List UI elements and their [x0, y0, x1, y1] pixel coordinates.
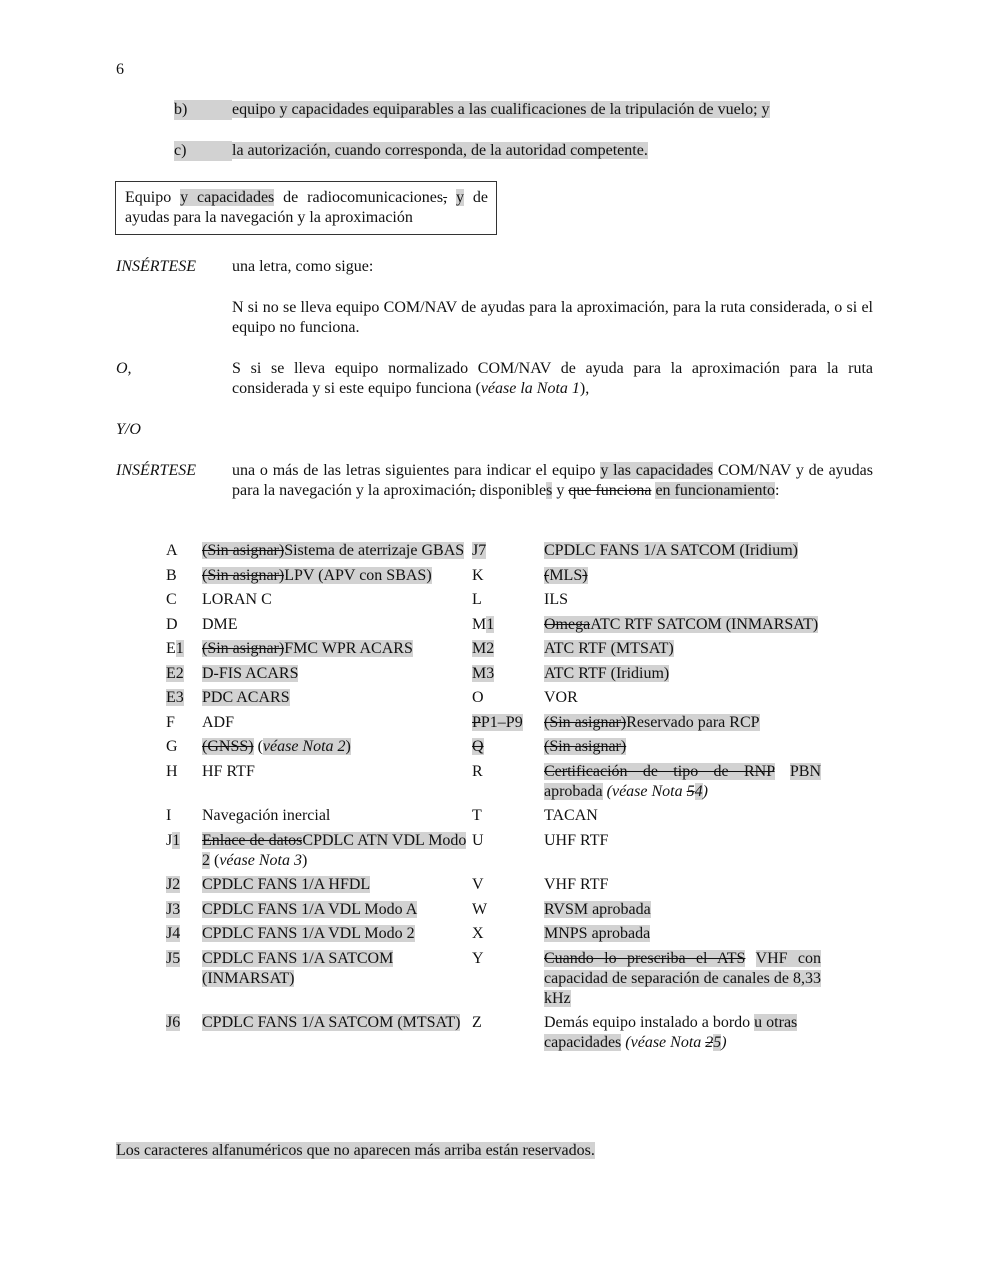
description-cell: (Sin asignar)	[544, 738, 627, 755]
code-cell: O	[472, 689, 484, 706]
table-row	[166, 900, 821, 925]
code-cell: L	[472, 591, 482, 608]
description-cell: CPDLC FANS 1/A VDL Modo A	[202, 900, 418, 918]
code-cell: D	[166, 615, 178, 633]
code-cell: J7	[472, 542, 487, 559]
code-cell: E1	[166, 640, 184, 657]
code-cell: R	[472, 762, 483, 780]
table-row	[166, 1013, 821, 1058]
description-cell: VOR	[544, 689, 578, 706]
description-cell: ILS	[544, 591, 568, 608]
insert-label: INSÉRTESE	[116, 462, 196, 479]
description-cell: Cuando lo prescriba el ATS VHF con capacidad de separación de canales de 8,33 kHz	[544, 949, 821, 1007]
paragraph-n: N si no se lleva equipo COM/NAV de ayudas para la aproximación, para la ruta considerada, o si el equipo no funciona.	[232, 299, 873, 336]
table-row	[166, 713, 821, 738]
description-cell: TACAN	[544, 807, 598, 824]
paragraph-s: S si se lleva equipo normalizado COM/NAV de ayuda para la aproximación para la ruta considerada y si este equipo funciona (véase la Nota 1),	[232, 360, 873, 397]
insert-text: una letra, como sigue:	[232, 258, 374, 275]
code-cell: T	[472, 807, 482, 824]
code-cell: G	[166, 738, 178, 755]
description-cell: LORAN C	[202, 591, 272, 608]
section-heading-box: Equipo y capacidades de radiocomunicaciones, y de ayudas para la navegación y la aproximación	[115, 181, 497, 235]
page-number: 6	[116, 61, 124, 78]
description-cell: (Sin asignar)Reservado para RCP	[544, 713, 760, 731]
table-row	[166, 875, 821, 900]
code-cell: C	[166, 591, 177, 608]
code-cell: F	[166, 713, 175, 731]
description-cell: Enlace de datosCPDLC ATN VDL Modo 2 (véase Nota 3)	[202, 831, 467, 869]
description-cell: (Sin asignar)FMC WPR ACARS	[202, 640, 413, 657]
code-cell: M1	[472, 615, 495, 633]
description-cell: CPDLC FANS 1/A HFDL	[202, 876, 371, 893]
table-row	[166, 566, 821, 591]
description-cell: Demás equipo instalado a bordo u otras capacidades (véase Nota 25)	[544, 1014, 798, 1051]
table-row	[166, 762, 821, 807]
description-cell: CPDLC FANS 1/A SATCOM (INMARSAT)	[202, 949, 394, 987]
list-item-c	[174, 141, 648, 161]
code-cell: V	[472, 876, 484, 893]
description-cell: DME	[202, 615, 238, 633]
description-cell: (GNSS) (véase Nota 2)	[202, 738, 351, 755]
code-cell: I	[166, 807, 172, 824]
code-cell: PP1–P9	[472, 713, 523, 731]
table-row	[166, 806, 821, 831]
description-cell: ATC RTF (MTSAT)	[544, 640, 674, 657]
description-cell: D-FIS ACARS	[202, 664, 299, 682]
code-cell: U	[472, 831, 484, 849]
code-cell: Z	[472, 1014, 482, 1031]
code-cell: H	[166, 762, 178, 780]
description-cell: OmegaATC RTF SATCOM (INMARSAT)	[544, 615, 819, 633]
table-row	[166, 590, 821, 615]
table-row	[166, 831, 821, 876]
code-cell: J4	[166, 925, 181, 942]
code-cell: J1	[166, 831, 181, 849]
table-row	[166, 541, 821, 566]
table-row	[166, 664, 821, 689]
code-cell: J6	[166, 1014, 181, 1031]
table-row	[166, 924, 821, 949]
code-cell: W	[472, 900, 488, 918]
code-cell: X	[472, 925, 484, 942]
description-cell: PDC ACARS	[202, 689, 290, 706]
table-row	[166, 688, 821, 713]
or-label: O,	[116, 360, 132, 377]
code-cell: J5	[166, 949, 181, 967]
description-cell: (MLS)	[544, 566, 588, 584]
description-cell: ATC RTF (Iridium)	[544, 664, 670, 682]
list-text: equipo y capacidades equiparables a las cualificaciones de la tripulación de vuelo; y	[232, 101, 770, 118]
description-cell: ADF	[202, 713, 235, 731]
description-cell: UHF RTF	[544, 831, 609, 849]
description-cell: (Sin asignar)LPV (APV con SBAS)	[202, 566, 432, 584]
description-cell: CPDLC FANS 1/A VDL Modo 2	[202, 925, 415, 942]
description-cell: Navegación inercial	[202, 807, 331, 824]
list-text: la autorización, cuando corresponda, de la autoridad competente.	[232, 142, 648, 159]
code-cell: J2	[166, 876, 181, 893]
code-cell: A	[166, 542, 178, 559]
description-cell: HF RTF	[202, 762, 255, 780]
list-letter: b)	[174, 100, 232, 120]
code-cell: M3	[472, 664, 495, 682]
table-row	[166, 615, 821, 640]
description-cell: MNPS aprobada	[544, 925, 651, 942]
description-cell: Certificación de tipo de RNP PBN aprobada (véase Nota 54)	[544, 762, 822, 800]
code-cell: K	[472, 566, 484, 584]
description-cell: VHF RTF	[544, 876, 609, 893]
code-cell: E2	[166, 664, 184, 682]
and-or-label: Y/O	[116, 421, 141, 438]
insert-label: INSÉRTESE	[116, 258, 196, 275]
table-row	[166, 949, 821, 1014]
description-cell: RVSM aprobada	[544, 900, 651, 918]
code-cell: B	[166, 566, 177, 584]
description-cell: CPDLC FANS 1/A SATCOM (Iridium)	[544, 542, 798, 559]
code-cell: Q	[472, 738, 484, 755]
code-cell: M2	[472, 640, 495, 657]
description-cell: CPDLC FANS 1/A SATCOM (MTSAT)	[202, 1014, 461, 1031]
list-letter: c)	[174, 141, 232, 161]
description-cell: (Sin asignar)Sistema de aterrizaje GBAS	[202, 542, 465, 559]
table-row	[166, 737, 821, 762]
code-cell: E3	[166, 689, 184, 706]
code-cell: Y	[472, 949, 484, 967]
equipment-codes-table	[166, 541, 821, 1058]
reserved-characters-note: Los caracteres alfanuméricos que no aparecen más arriba están reservados.	[116, 1142, 595, 1159]
code-cell: J3	[166, 900, 181, 918]
table-row	[166, 639, 821, 664]
insert-paragraph: una o más de las letras siguientes para indicar el equipo y las capacidades COM/NAV y de ayudas para la navegación y la aproximación, disponibles y que funciona en funcionamiento:	[232, 462, 874, 499]
list-item-b	[174, 100, 770, 120]
